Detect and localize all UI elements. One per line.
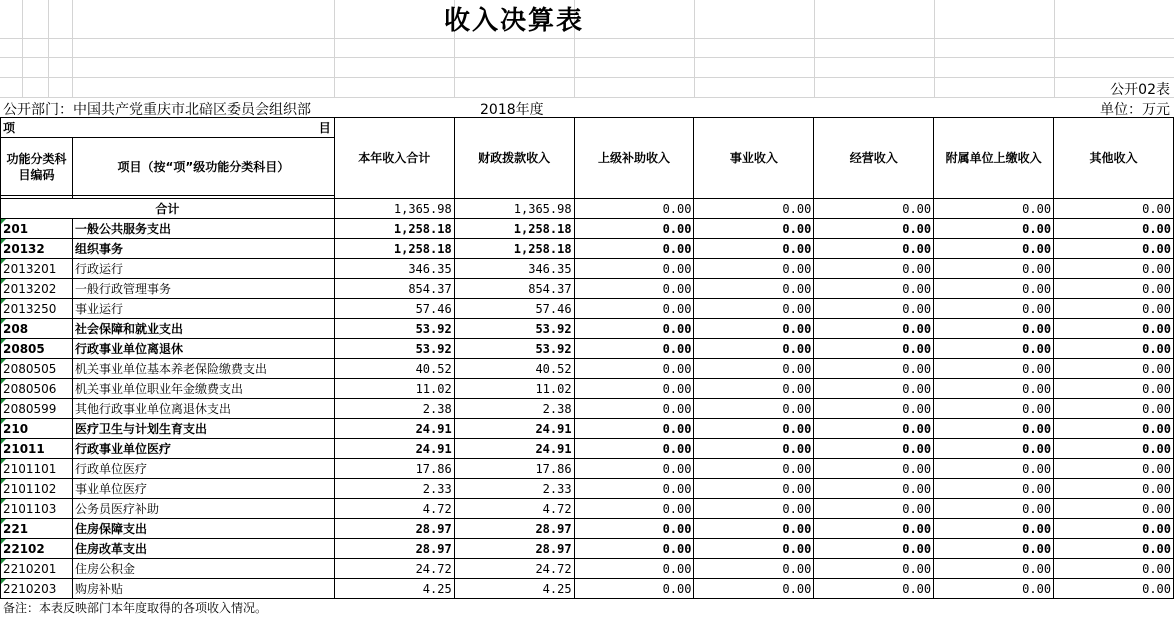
row-value: 0.00 [694,259,814,279]
row-value: 2.33 [334,479,454,499]
row-value: 0.00 [934,239,1054,259]
table-row [1,259,1174,279]
row-code: 2101101 [1,459,73,479]
row-name: 住房保障支出 [72,519,334,539]
row-value: 0.00 [574,359,694,379]
row-value: 0.00 [814,479,934,499]
row-value: 40.52 [334,359,454,379]
row-value: 0.00 [694,419,814,439]
row-value: 0.00 [694,279,814,299]
row-value: 4.25 [334,579,454,599]
row-code: 20805 [1,339,73,359]
row-value: 0.00 [1054,399,1174,419]
row-value: 28.97 [454,539,574,559]
row-name: 行政单位医疗 [72,459,334,479]
row-value: 0.00 [934,319,1054,339]
row-value: 0.00 [574,559,694,579]
row-value: 1,258.18 [454,219,574,239]
row-value: 0.00 [694,399,814,419]
row-value: 0.00 [814,219,934,239]
income-table [0,117,1174,599]
row-value: 24.91 [454,439,574,459]
row-name: 机关事业单位职业年金缴费支出 [72,379,334,399]
row-code: 2013201 [1,259,73,279]
row-name: 社会保障和就业支出 [72,319,334,339]
total-row [1,199,1174,219]
col-header-total: 本年收入合计 [334,118,454,199]
row-value: 0.00 [814,239,934,259]
row-name: 事业单位医疗 [72,479,334,499]
row-value: 57.46 [454,299,574,319]
row-value: 0.00 [934,359,1054,379]
total-value: 1,365.98 [334,199,454,219]
row-value: 0.00 [1054,359,1174,379]
row-value: 11.02 [334,379,454,399]
table-row [1,559,1174,579]
row-value: 53.92 [334,319,454,339]
row-value: 0.00 [934,219,1054,239]
row-value: 854.37 [334,279,454,299]
row-code: 20132 [1,239,73,259]
row-code: 2101103 [1,499,73,519]
row-value: 0.00 [814,499,934,519]
table-row [1,519,1174,539]
total-value: 0.00 [1054,199,1174,219]
row-value: 0.00 [1054,559,1174,579]
row-value: 0.00 [1054,379,1174,399]
row-value: 0.00 [934,539,1054,559]
row-value: 0.00 [1054,319,1174,339]
row-value: 0.00 [1054,279,1174,299]
row-value: 0.00 [694,439,814,459]
row-value: 0.00 [934,579,1054,599]
row-value: 0.00 [694,499,814,519]
row-code: 201 [1,219,73,239]
row-value: 0.00 [574,399,694,419]
row-value: 0.00 [574,419,694,439]
unit-label: 单位：万元 [1100,102,1170,118]
row-name: 住房公积金 [72,559,334,579]
row-value: 0.00 [574,219,694,239]
form-number: 公开02表 [1110,82,1170,98]
row-value: 0.00 [934,559,1054,579]
row-code: 2080599 [1,399,73,419]
row-value: 57.46 [334,299,454,319]
row-name: 机关事业单位基本养老保险缴费支出 [72,359,334,379]
row-code: 2210203 [1,579,73,599]
footnote: 备注：本表反映部门本年度取得的各项收入情况。 [3,601,268,615]
row-name: 组织事务 [72,239,334,259]
row-value: 0.00 [574,299,694,319]
row-value: 4.25 [454,579,574,599]
row-value: 0.00 [814,319,934,339]
col-header-affiliated: 附属单位上缴收入 [934,118,1054,199]
row-value: 0.00 [934,499,1054,519]
row-value: 0.00 [694,239,814,259]
row-value: 0.00 [574,239,694,259]
row-value: 0.00 [934,519,1054,539]
row-value: 0.00 [574,439,694,459]
row-value: 0.00 [694,379,814,399]
table-row [1,299,1174,319]
row-value: 0.00 [574,319,694,339]
total-value: 0.00 [814,199,934,219]
row-value: 24.91 [454,419,574,439]
table-row [1,379,1174,399]
row-value: 2.33 [454,479,574,499]
table-row [1,339,1174,359]
row-value: 2.38 [454,399,574,419]
row-value: 0.00 [574,499,694,519]
row-value: 0.00 [934,399,1054,419]
table-row [1,539,1174,559]
row-value: 0.00 [814,579,934,599]
row-value: 0.00 [1054,499,1174,519]
row-value: 53.92 [454,319,574,339]
row-value: 0.00 [814,299,934,319]
row-value: 24.91 [334,439,454,459]
row-code: 2101102 [1,479,73,499]
row-value: 1,258.18 [334,239,454,259]
row-value: 24.91 [334,419,454,439]
table-row [1,479,1174,499]
table-row [1,419,1174,439]
row-value: 0.00 [814,439,934,459]
row-value: 0.00 [934,379,1054,399]
table-row [1,219,1174,239]
row-value: 1,258.18 [334,219,454,239]
row-value: 0.00 [574,379,694,399]
row-value: 0.00 [694,559,814,579]
row-value: 0.00 [934,419,1054,439]
row-value: 0.00 [1054,519,1174,539]
row-value: 28.97 [454,519,574,539]
row-value: 0.00 [574,259,694,279]
row-value: 0.00 [934,259,1054,279]
row-code: 2080506 [1,379,73,399]
row-value: 0.00 [574,579,694,599]
row-value: 0.00 [574,479,694,499]
row-value: 0.00 [574,519,694,539]
row-value: 0.00 [1054,339,1174,359]
col-header-fiscal: 财政拨款收入 [454,118,574,199]
row-value: 0.00 [694,539,814,559]
row-value: 0.00 [574,339,694,359]
department-label: 公开部门：中国共产党重庆市北碚区委员会组织部 [3,102,311,118]
table-row [1,459,1174,479]
row-value: 0.00 [1054,459,1174,479]
row-value: 4.72 [334,499,454,519]
row-value: 0.00 [574,279,694,299]
row-value: 0.00 [814,359,934,379]
row-value: 0.00 [694,479,814,499]
row-name: 行政事业单位医疗 [72,439,334,459]
row-code: 2013250 [1,299,73,319]
col-header-code: 功能分类科目编码 [1,138,73,196]
row-value: 0.00 [934,439,1054,459]
row-code: 22102 [1,539,73,559]
row-value: 0.00 [934,339,1054,359]
row-name: 行政事业单位离退休 [72,339,334,359]
row-value: 0.00 [1054,419,1174,439]
row-value: 17.86 [334,459,454,479]
row-value: 0.00 [814,379,934,399]
row-value: 0.00 [934,279,1054,299]
report-title: 收入决算表 [443,6,584,36]
row-value: 17.86 [454,459,574,479]
table-row [1,319,1174,339]
row-value: 0.00 [574,539,694,559]
table-row [1,359,1174,379]
row-value: 0.00 [814,339,934,359]
row-value: 0.00 [814,279,934,299]
row-name: 一般公共服务支出 [72,219,334,239]
row-value: 0.00 [814,419,934,439]
total-value: 0.00 [694,199,814,219]
row-value: 0.00 [694,339,814,359]
row-value: 0.00 [814,459,934,479]
row-value: 0.00 [814,399,934,419]
table-row [1,439,1174,459]
row-value: 0.00 [1054,239,1174,259]
row-name: 行政运行 [72,259,334,279]
table-row [1,579,1174,599]
row-value: 1,258.18 [454,239,574,259]
row-value: 40.52 [454,359,574,379]
row-code: 21011 [1,439,73,459]
row-name: 住房改革支出 [72,539,334,559]
row-value: 0.00 [1054,259,1174,279]
row-value: 346.35 [334,259,454,279]
row-value: 11.02 [454,379,574,399]
table-row [1,499,1174,519]
row-name: 购房补贴 [72,579,334,599]
total-value: 0.00 [934,199,1054,219]
col-header-name: 项目（按“项”级功能分类科目） [72,138,334,196]
row-value: 346.35 [454,259,574,279]
row-value: 0.00 [934,479,1054,499]
row-value: 24.72 [334,559,454,579]
row-name: 其他行政事业单位离退休支出 [72,399,334,419]
row-code: 2013202 [1,279,73,299]
table-row [1,239,1174,259]
row-value: 0.00 [934,299,1054,319]
row-name: 医疗卫生与计划生育支出 [72,419,334,439]
row-value: 854.37 [454,279,574,299]
row-value: 0.00 [694,299,814,319]
row-value: 0.00 [694,519,814,539]
row-value: 28.97 [334,539,454,559]
col-header-superior: 上级补助收入 [574,118,694,199]
row-value: 0.00 [1054,579,1174,599]
row-value: 0.00 [1054,539,1174,559]
col-header-operating: 经营收入 [814,118,934,199]
row-value: 0.00 [694,219,814,239]
header-item-left: 项 [3,120,16,135]
col-header-other: 其他收入 [1054,118,1174,199]
row-name: 一般行政管理事务 [72,279,334,299]
table-row [1,279,1174,299]
table-row [1,399,1174,419]
row-value: 0.00 [1054,479,1174,499]
total-value: 1,365.98 [454,199,574,219]
row-value: 0.00 [694,579,814,599]
fiscal-year: 2018年度 [480,102,544,118]
row-value: 0.00 [694,459,814,479]
row-value: 0.00 [934,459,1054,479]
row-value: 0.00 [694,319,814,339]
row-code: 210 [1,419,73,439]
row-value: 0.00 [574,459,694,479]
row-value: 0.00 [814,539,934,559]
total-label: 合计 [1,199,335,219]
row-value: 53.92 [334,339,454,359]
row-value: 0.00 [694,359,814,379]
row-code: 221 [1,519,73,539]
row-name: 公务员医疗补助 [72,499,334,519]
row-value: 0.00 [814,259,934,279]
header-item-right: 目 [318,120,331,135]
row-value: 0.00 [814,519,934,539]
row-value: 53.92 [454,339,574,359]
row-value: 0.00 [1054,299,1174,319]
row-value: 0.00 [814,559,934,579]
row-name: 事业运行 [72,299,334,319]
row-value: 24.72 [454,559,574,579]
row-code: 208 [1,319,73,339]
row-value: 0.00 [1054,439,1174,459]
row-value: 0.00 [1054,219,1174,239]
col-header-business: 事业收入 [694,118,814,199]
row-code: 2080505 [1,359,73,379]
total-value: 0.00 [574,199,694,219]
row-value: 2.38 [334,399,454,419]
row-value: 4.72 [454,499,574,519]
row-code: 2210201 [1,559,73,579]
row-value: 28.97 [334,519,454,539]
header-row-1 [1,118,1174,138]
header-item-cell [1,118,335,138]
